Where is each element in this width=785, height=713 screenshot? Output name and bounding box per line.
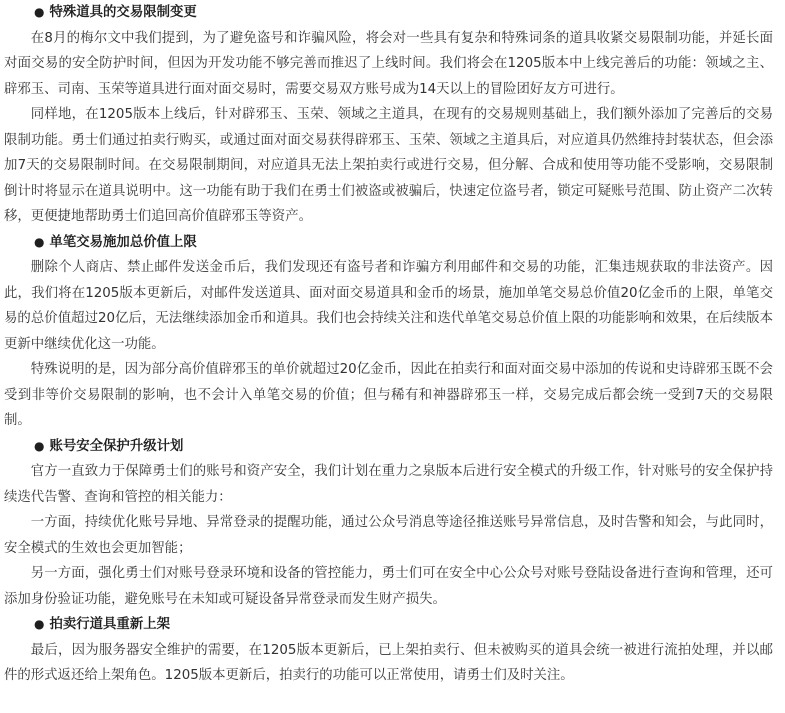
bullet-icon: ●: [34, 617, 45, 631]
section-account-security-upgrade: [4, 434, 773, 613]
paragraph: 另一方面，强化勇士们对账号登录环境和设备的管控能力，勇士们可在安全中心公众号对账号登陆设备进行查询和管理，还可添加身份验证功能，避免账号在未知或可疑设备异常登录而发生财产损失。: [4, 566, 773, 607]
paragraph: 在8月的梅尔文中我们提到，为了避免盗号和诈骗风险，将会对一些具有复杂和特殊词条的道具收紧交易限制功能，并延长面对面交易的安全防护时间，但因为开发功能不够完善而推迟了上线时间。我们将会在1205版本中上线完善后的功能：领域之主、辟邪玉、司南、玉荣等道具进行面对面交易时，需要交易双方账号成为14天以上的冒险团好友方可进行。: [4, 30, 773, 97]
section-auction-relist: [4, 612, 773, 689]
section-heading-text: 拍卖行道具重新上架: [49, 617, 170, 632]
bullet-icon: ●: [34, 438, 45, 453]
section-heading: [4, 434, 773, 460]
paragraph: 同样地，在1205版本上线后，针对辟邪玉、玉荣、领域之主道具，在现有的交易规则基础上，我们额外添加了完善后的交易限制功能。勇士们通过拍卖行购买，或通过面对面交易获得辟邪玉、玉荣、领域之主道具后，对应道具仍然维持封装状态，但会添加7天的交易限制时间。在交易限制期间，对应道具无法上架拍卖行或进行交易，但分解、合成和使用等功能不受影响，交易限制倒计时将显示在道具说明中。这一功能有助于我们在勇士们被盗或被骗后，快速定位盗号者，锁定可疑账号范围、防止资产二次转移，更便捷地帮助勇士们追回高价值辟邪玉等资产。: [4, 107, 773, 224]
paragraph: 特殊说明的是，因为部分高价值辟邪玉的单价就超过20亿金币，因此在拍卖行和面对面交易中添加的传说和史诗辟邪玉既不会受到非等价交易限制的影响，也不会计入单笔交易的价值；但与稀有和神器辟邪玉一样，交易完成后都会统一受到7天的交易限制。: [4, 362, 773, 428]
paragraph: 删除个人商店、禁止邮件发送金币后，我们发现还有盗号者和诈骗方利用邮件和交易的功能，汇集违规获取的非法资产。因此，我们将在1205版本更新后，对邮件发送道具、面对面交易道具和金币的场景，施加单笔交易总价值20亿金币的上限，单笔交易的总价值超过20亿后，无法继续添加金币和道具。我们也会持续关注和迭代单笔交易总价值上限的功能影响和效果，在后续版本更新中继续优化这一功能。: [4, 260, 773, 352]
bullet-icon: ●: [34, 5, 45, 19]
section-trade-restriction-change: [4, 0, 773, 230]
paragraph: 官方一直致力于保障勇士们的账号和资产安全，我们计划在重力之泉版本后进行安全模式的升级工作，针对账号的安全保护持续迭代告警、查询和管控的相关能力：: [4, 464, 773, 505]
section-single-trade-cap: [4, 230, 773, 434]
paragraph: 一方面，持续优化账号异地、异常登录的提醒功能，通过公众号消息等途径推送账号异常信息，及时告警和知会，与此同时，安全模式的生效也会更加智能；: [4, 515, 773, 556]
section-heading-text: 特殊道具的交易限制变更: [49, 5, 197, 20]
section-heading: [4, 0, 773, 26]
bullet-icon: ●: [34, 234, 45, 249]
section-heading: [4, 612, 773, 638]
section-heading-text: 单笔交易施加总价值上限: [49, 234, 197, 250]
paragraph: 最后，因为服务器安全维护的需要，在1205版本更新后，已上架拍卖行、但未被购买的道具会统一被进行流拍处理，并以邮件的形式返还给上架角色。1205版本更新后，拍卖行的功能可以正常使用，请勇士们及时关注。: [4, 642, 773, 683]
section-heading: [4, 230, 773, 256]
section-heading-text: 账号安全保护升级计划: [49, 438, 184, 454]
